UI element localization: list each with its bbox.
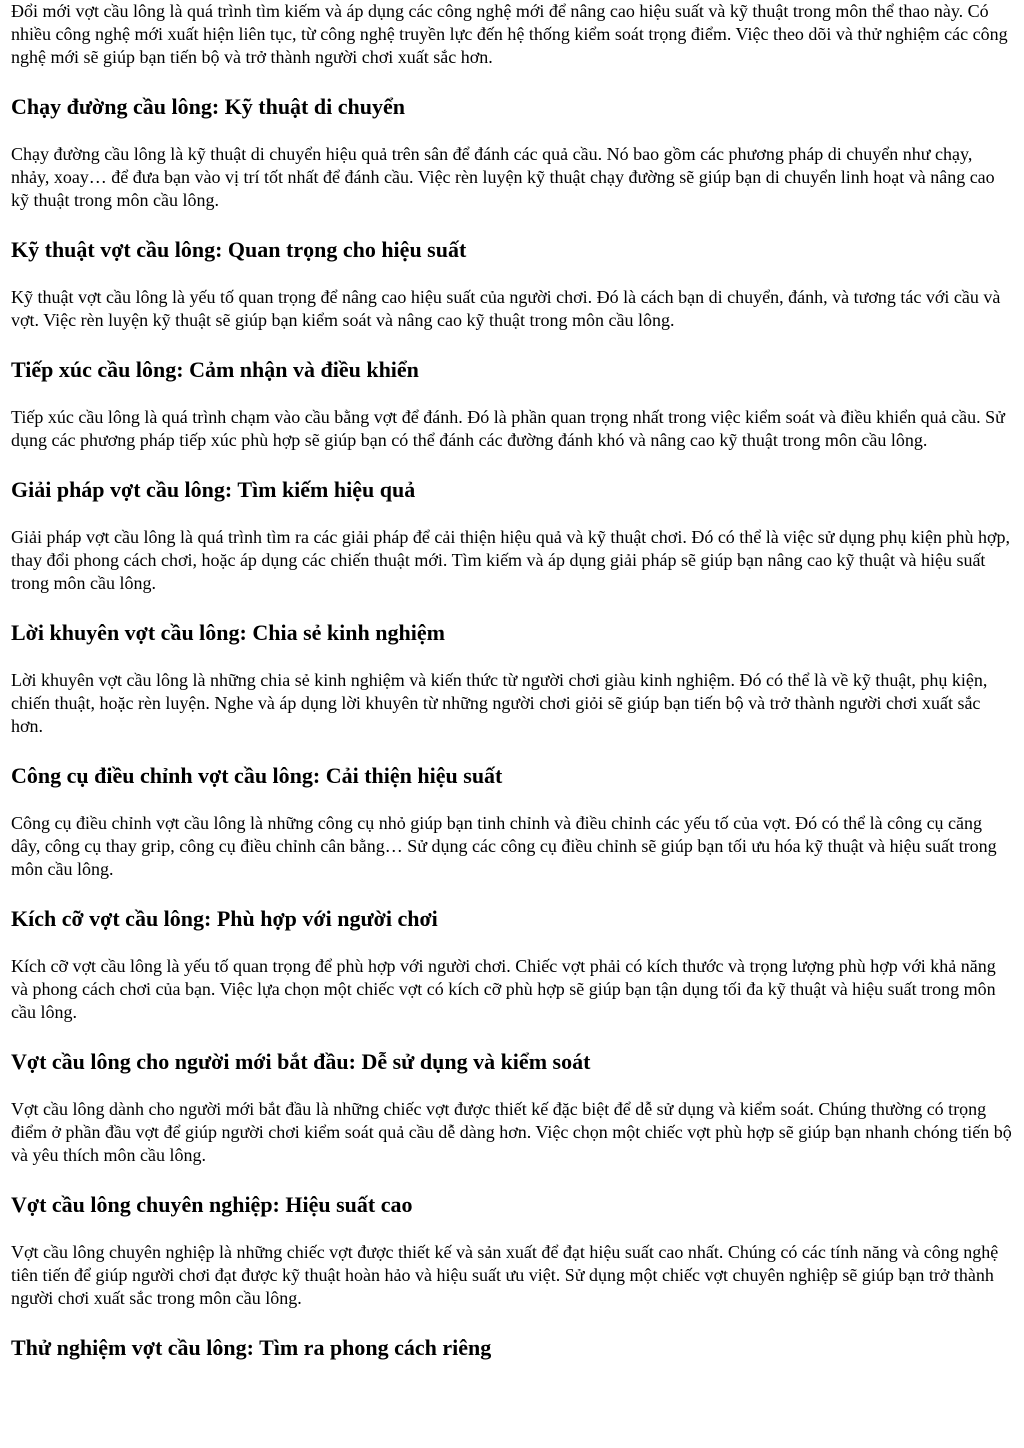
section-body-advice: Lời khuyên vợt cầu lông là những chia sẻ kinh nghiệm và kiến thức từ người chơi giàu kinh nghiệm. Đó có thể là về kỹ thuật, phụ kiện, chiến thuật, hoặc rèn luyện. Nghe và áp dụng lời khuyên từ những người chơi giỏi sẽ giúp bạn tiến bộ và trở thành người chơi xuất sắc hơn. — [11, 670, 988, 736]
section-body-racket-technique: Kỹ thuật vợt cầu lông là yếu tố quan trọng để nâng cao hiệu suất của người chơi. Đó là cách bạn di chuyển, đánh, và tương tác với cầu và vợt. Việc rèn luyện kỹ thuật sẽ giúp bạn kiểm soát và nâng cao kỹ thuật trong môn cầu lông. — [11, 287, 1001, 330]
section-heading-contact: Tiếp xúc cầu lông: Cảm nhận và điều khiển — [11, 357, 419, 382]
section-heading-tools: Công cụ điều chỉnh vợt cầu lông: Cải thiện hiệu suất — [11, 763, 503, 788]
section-body-contact: Tiếp xúc cầu lông là quá trình chạm vào cầu bằng vợt để đánh. Đó là phần quan trọng nhất trong việc kiểm soát và điều khiển quả cầu. Sử dụng các phương pháp tiếp xúc phù hợp sẽ giúp bạn có thể đánh các đường đánh khó và nâng cao kỹ thuật trong môn cầu lông. — [11, 407, 1005, 450]
section-body-tools: Công cụ điều chỉnh vợt cầu lông là những công cụ nhỏ giúp bạn tinh chỉnh và điều chỉnh các yếu tố của vợt. Đó có thể là công cụ căng dây, công cụ thay grip, công cụ điều chỉnh cân bằng… Sử dụng các công cụ điều chỉnh sẽ giúp bạn tối ưu hóa kỹ thuật và hiệu suất trong môn cầu lông. — [11, 813, 997, 879]
section-heading-size: Kích cỡ vợt cầu lông: Phù hợp với người chơi — [11, 906, 438, 931]
section-body-size: Kích cỡ vợt cầu lông là yếu tố quan trọng để phù hợp với người chơi. Chiếc vợt phải có kích thước và trọng lượng phù hợp với khả năng và phong cách chơi của bạn. Việc lựa chọn một chiếc vợt có kích cỡ phù hợp sẽ giúp bạn tận dụng tối đa kỹ thuật và hiệu suất trong môn cầu lông. — [11, 956, 996, 1022]
section-body-beginner: Vợt cầu lông dành cho người mới bắt đầu là những chiếc vợt được thiết kế đặc biệt để dễ sử dụng và kiểm soát. Chúng thường có trọng điểm ở phần đầu vợt để giúp người chơi kiểm soát quả cầu dễ dàng hơn. Việc chọn một chiếc vợt phù hợp sẽ giúp bạn nhanh chóng tiến bộ và yêu thích môn cầu lông. — [11, 1099, 1012, 1165]
section-body-running: Chạy đường cầu lông là kỹ thuật di chuyển hiệu quả trên sân để đánh các quả cầu. Nó bao gồm các phương pháp di chuyển như chạy, nhảy, xoay… để đưa bạn vào vị trí tốt nhất để đánh cầu. Việc rèn luyện kỹ thuật chạy đường sẽ giúp bạn di chuyển linh hoạt và nâng cao kỹ thuật trong môn cầu lông. — [11, 144, 995, 210]
section-body-professional: Vợt cầu lông chuyên nghiệp là những chiếc vợt được thiết kế và sản xuất để đạt hiệu suất cao nhất. Chúng có các tính năng và công nghệ tiên tiến để giúp người chơi đạt được kỹ thuật hoàn hảo và hiệu suất ưu việt. Sử dụng một chiếc vợt chuyên nghiệp sẽ giúp bạn trở thành người chơi xuất sắc trong môn cầu lông. — [11, 1242, 999, 1308]
section-heading-professional: Vợt cầu lông chuyên nghiệp: Hiệu suất cao — [11, 1192, 413, 1217]
section-body-solutions: Giải pháp vợt cầu lông là quá trình tìm ra các giải pháp để cải thiện hiệu quả và kỹ thuật chơi. Đó có thể là việc sử dụng phụ kiện phù hợp, thay đổi phong cách chơi, hoặc áp dụng các chiến thuật mới. Tìm kiếm và áp dụng giải pháp sẽ giúp bạn nâng cao kỹ thuật và hiệu suất trong môn cầu lông. — [11, 527, 1011, 593]
section-heading-beginner: Vợt cầu lông cho người mới bắt đầu: Dễ sử dụng và kiểm soát — [11, 1049, 591, 1074]
section-heading-solutions: Giải pháp vợt cầu lông: Tìm kiếm hiệu quả — [11, 477, 416, 502]
section-heading-running: Chạy đường cầu lông: Kỹ thuật di chuyển — [11, 94, 405, 119]
section-heading-racket-technique: Kỹ thuật vợt cầu lông: Quan trọng cho hiệu suất — [11, 237, 467, 262]
section-heading-advice: Lời khuyên vợt cầu lông: Chia sẻ kinh nghiệm — [11, 620, 445, 645]
section-heading-testing: Thử nghiệm vợt cầu lông: Tìm ra phong cách riêng — [11, 1335, 492, 1360]
intro-paragraph: Đổi mới vợt cầu lông là quá trình tìm kiếm và áp dụng các công nghệ mới để nâng cao hiệu suất và kỹ thuật trong môn thể thao này. Có nhiều công nghệ mới xuất hiện liên tục, từ công nghệ truyền lực đến hệ thống kiểm soát trọng điểm. Việc theo dõi và thử nghiệm các công nghệ mới sẽ giúp bạn tiến bộ và trở thành người chơi xuất sắc hơn. — [11, 1, 1008, 67]
